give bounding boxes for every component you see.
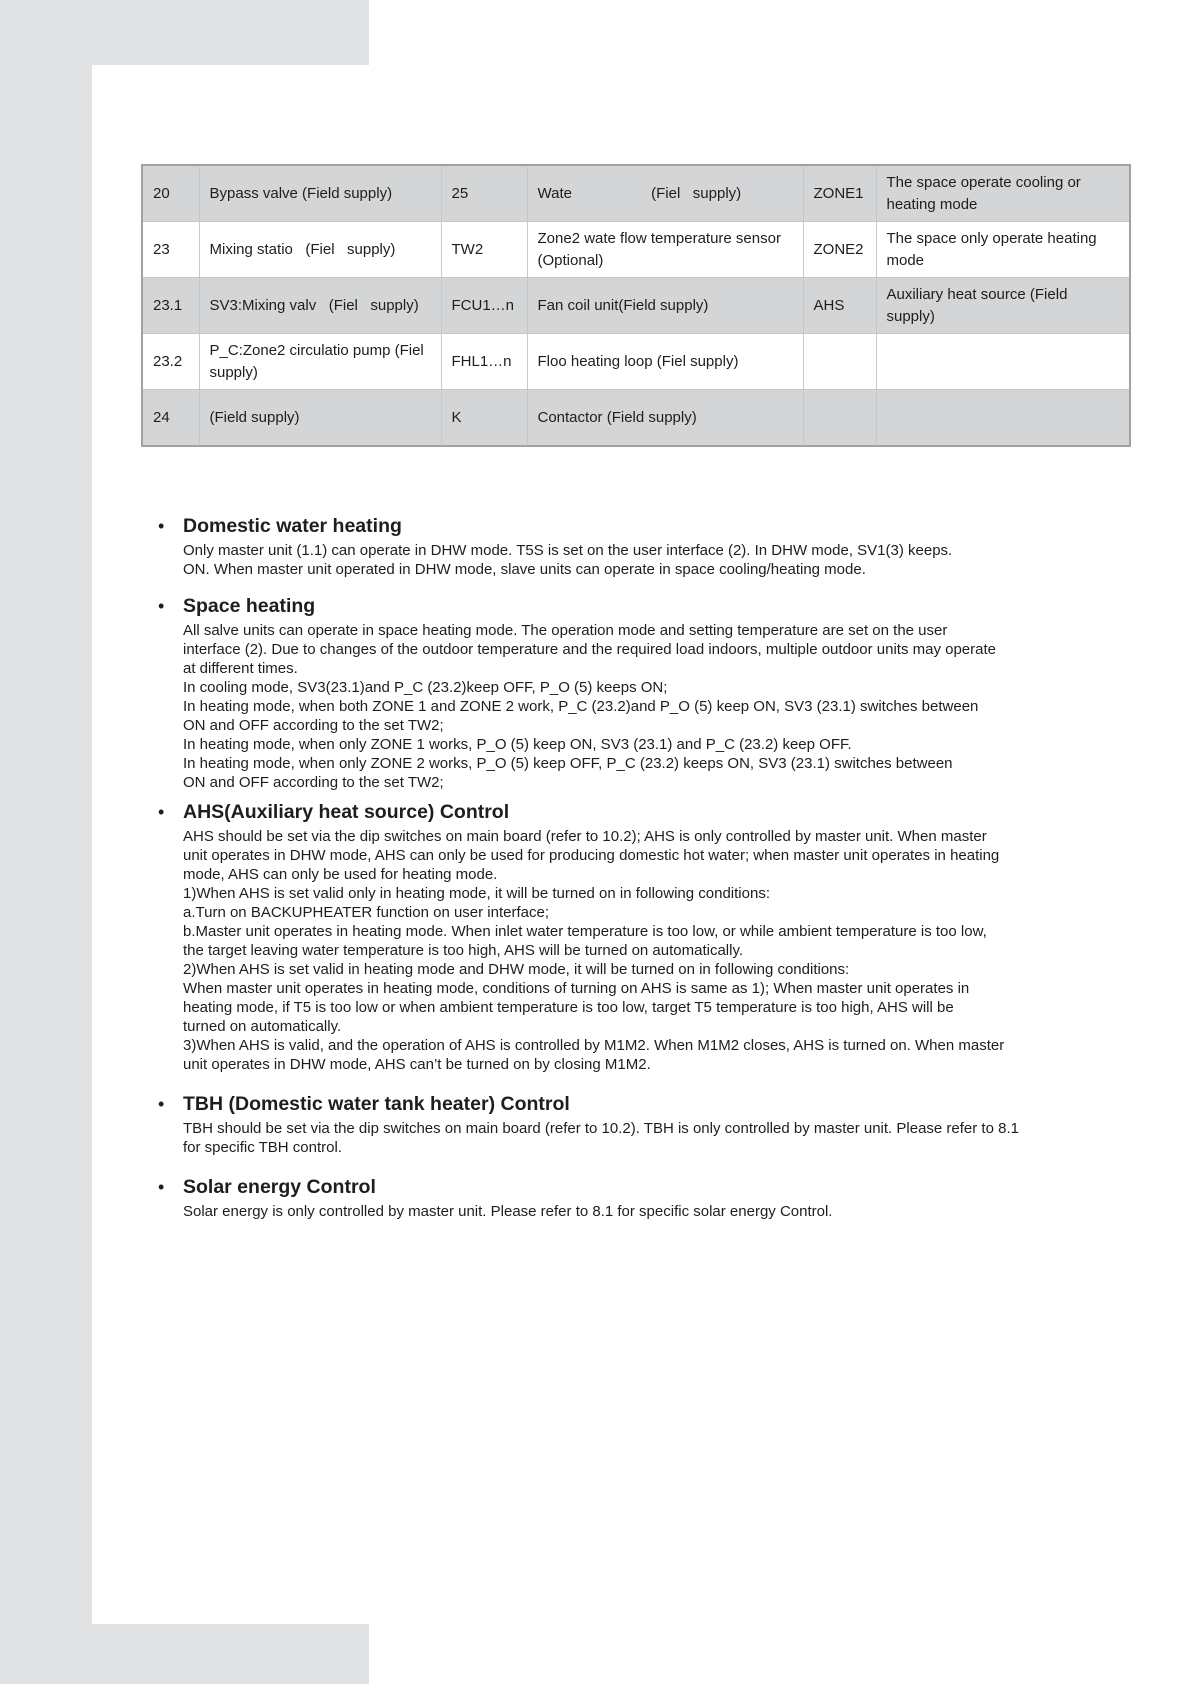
page-margin-band-left (0, 0, 92, 1684)
section-title: TBH (Domestic water tank heater) Control (183, 1093, 570, 1115)
text-line: In heating mode, when only ZONE 1 works, P_O (5) keep ON, SV3 (23.1) and P_C (23.2) keep OFF. (183, 736, 852, 753)
text-line: the target leaving water temperature is too high, AHS will be turned on automatically. (183, 942, 744, 959)
table-cell: FHL1…n (441, 334, 527, 390)
text-line: Solar energy is only controlled by master unit. Please refer to 8.1 for specific solar energy Control. (183, 1203, 833, 1220)
section-space-heating (158, 592, 1088, 792)
table-cell: Fan coil unit(Field supply) (527, 278, 803, 334)
text-line: 2)When AHS is set valid in heating mode and DHW mode, it will be turned on in following conditions: (183, 961, 850, 978)
text-line: for specific TBH control. (183, 1139, 342, 1156)
text-line: In cooling mode, SV3(23.1)and P_C (23.2)keep OFF, P_O (5) keeps ON; (183, 679, 668, 696)
text-line: AHS should be set via the dip switches on main board (refer to 10.2); AHS is only controlled by master unit. When master (183, 828, 987, 845)
table-cell (876, 334, 1130, 390)
text-line: ON and OFF according to the set TW2; (183, 717, 444, 734)
section-ahs-control (158, 798, 1088, 1074)
table-cell: (Field supply) (199, 390, 441, 447)
text-line: interface (2). Due to changes of the outdoor temperature and the required load indoors, multiple outdoor units may operate (183, 641, 996, 658)
table-row (142, 278, 1130, 334)
table-cell: 23.2 (142, 334, 199, 390)
section-body (158, 1202, 1088, 1221)
text-line: ON. When master unit operated in DHW mode, slave units can operate in space cooling/heating mode. (183, 561, 866, 578)
text-line: TBH should be set via the dip switches on main board (refer to 10.2). TBH is only controlled by master unit. Please refer to 8.1 (183, 1120, 1019, 1137)
table-cell (803, 334, 876, 390)
table-cell: Floo heating loop (Fiel supply) (527, 334, 803, 390)
text-line: heating mode, if T5 is too low or when ambient temperature is too low, target T5 temperature is too high, AHS will be (183, 999, 954, 1016)
table-cell: 25 (441, 165, 527, 222)
section-domestic-water-heating (158, 512, 1088, 579)
table-cell: 24 (142, 390, 199, 447)
text-line: mode, AHS can only be used for heating mode. (183, 866, 498, 883)
bullet-icon: • (158, 596, 165, 616)
section-body (158, 621, 1088, 792)
table-cell: 23.1 (142, 278, 199, 334)
text-line: Only master unit (1.1) can operate in DHW mode. T5S is set on the user interface (2). In DHW mode, SV1(3) keeps. (183, 542, 953, 559)
section-title: Solar energy Control (183, 1176, 376, 1198)
table-cell (876, 390, 1130, 447)
table-cell: K (441, 390, 527, 447)
bullet-icon: • (158, 802, 165, 822)
table-cell: The space only operate heating mode (876, 222, 1130, 278)
section-tbh-control (158, 1090, 1088, 1157)
section-title: AHS(Auxiliary heat source) Control (183, 801, 510, 823)
table-cell: The space operate cooling or heating mode (876, 165, 1130, 222)
table-cell: Zone2 wate flow temperature sensor (Optional) (527, 222, 803, 278)
section-solar-energy-control (158, 1173, 1088, 1221)
text-line: unit operates in DHW mode, AHS can only be used for producing domestic hot water; when master unit operates in heating (183, 847, 1000, 864)
table-row (142, 222, 1130, 278)
section-title: Domestic water heating (183, 515, 402, 537)
text-line: unit operates in DHW mode, AHS can’t be turned on by closing M1M2. (183, 1056, 651, 1073)
table-cell: FCU1…n (441, 278, 527, 334)
table-cell: Bypass valve (Field supply) (199, 165, 441, 222)
table-cell: Auxiliary heat source (Field supply) (876, 278, 1130, 334)
table-cell: AHS (803, 278, 876, 334)
text-line: All salve units can operate in space heating mode. The operation mode and setting temperature are set on the user (183, 622, 948, 639)
table-cell: 23 (142, 222, 199, 278)
table-cell: ZONE1 (803, 165, 876, 222)
section-body (158, 1119, 1088, 1157)
text-line: ON and OFF according to the set TW2; (183, 774, 444, 791)
table-cell (803, 390, 876, 447)
table-row (142, 334, 1130, 390)
section-title: Space heating (183, 595, 316, 617)
section-body (158, 541, 1088, 579)
text-line: at different times. (183, 660, 298, 677)
table-row (142, 390, 1130, 447)
text-line: b.Master unit operates in heating mode. When inlet water temperature is too low, or while ambient temperature is too low, (183, 923, 987, 940)
component-legend-table (141, 164, 1131, 447)
text-line: 3)When AHS is valid, and the operation of AHS is controlled by M1M2. When M1M2 closes, AHS is turned on. When master (183, 1037, 1005, 1054)
text-line: When master unit operates in heating mode, conditions of turning on AHS is same as 1); When master unit operates in (183, 980, 970, 997)
table-cell: SV3:Mixing valv (Fiel supply) (199, 278, 441, 334)
bullet-icon: • (158, 1094, 165, 1114)
text-line: In heating mode, when both ZONE 1 and ZONE 2 work, P_C (23.2)and P_O (5) keep ON, SV3 (23.1) switches between (183, 698, 979, 715)
page-margin-band-bottom (0, 1624, 369, 1684)
text-line: a.Turn on BACKUPHEATER function on user interface; (183, 904, 549, 921)
section-body (158, 827, 1088, 1074)
bullet-icon: • (158, 1177, 165, 1197)
table-cell: Wate (Fiel supply) (527, 165, 803, 222)
content-area (158, 512, 1088, 1221)
table-cell: ZONE2 (803, 222, 876, 278)
table-cell: Mixing statio (Fiel supply) (199, 222, 441, 278)
text-line: turned on automatically. (183, 1018, 342, 1035)
text-line: 1)When AHS is set valid only in heating mode, it will be turned on in following conditions: (183, 885, 770, 902)
table-cell: P_C:Zone2 circulatio pump (Fiel supply) (199, 334, 441, 390)
bullet-icon: • (158, 516, 165, 536)
table-cell: TW2 (441, 222, 527, 278)
table-cell: Contactor (Field supply) (527, 390, 803, 447)
table-row (142, 165, 1130, 222)
table-cell: 20 (142, 165, 199, 222)
text-line: In heating mode, when only ZONE 2 works, P_O (5) keep OFF, P_C (23.2) keeps ON, SV3 (23.1) switches between (183, 755, 953, 772)
